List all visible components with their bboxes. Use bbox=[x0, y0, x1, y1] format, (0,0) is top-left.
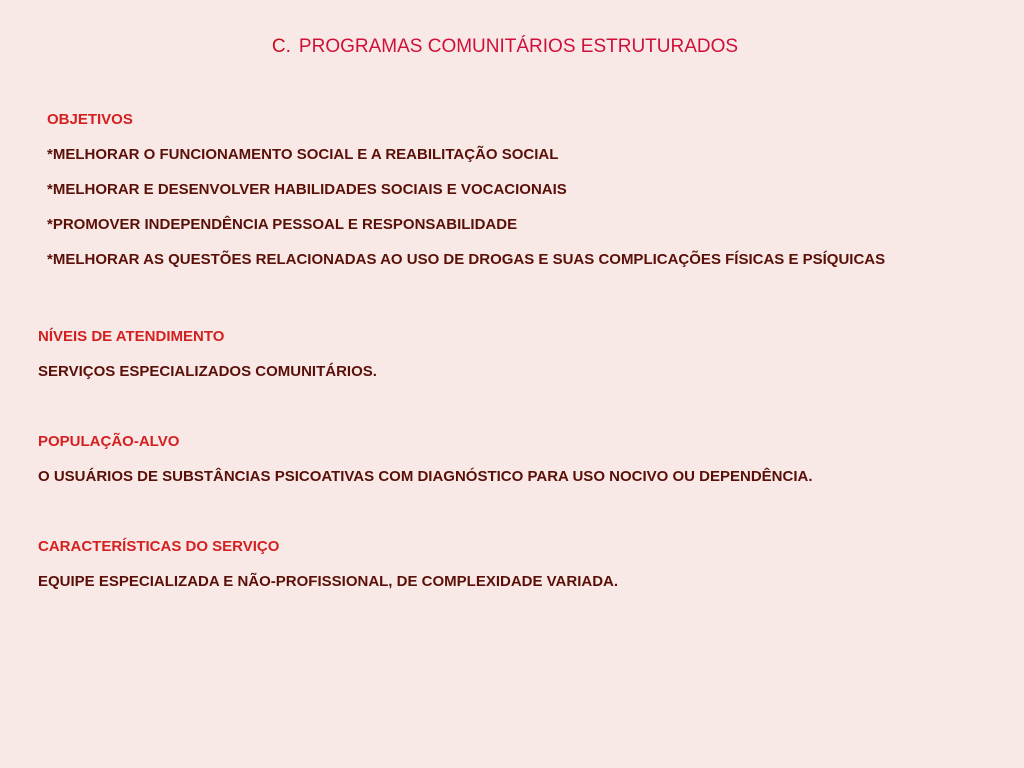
characteristics-heading: CARACTERÍSTICAS DO SERVIÇO bbox=[38, 538, 280, 555]
population-heading: POPULAÇÃO-ALVO bbox=[38, 433, 180, 450]
objective-item: *MELHORAR E DESENVOLVER HABILIDADES SOCIAIS E VOCACIONAIS bbox=[47, 181, 567, 198]
title-letter: C. bbox=[271, 36, 291, 57]
objective-item: *MELHORAR AS QUESTÕES RELACIONADAS AO USO DE DROGAS E SUAS COMPLICAÇÕES FÍSICAS E PSÍQUICAS bbox=[47, 251, 886, 268]
population-section bbox=[38, 429, 978, 489]
objectives-heading: OBJETIVOS bbox=[47, 111, 133, 128]
objectives-section bbox=[47, 107, 917, 282]
characteristics-text: EQUIPE ESPECIALIZADA E NÃO-PROFISSIONAL, DE COMPLEXIDADE VARIADA. bbox=[38, 573, 619, 590]
objective-item: *PROMOVER INDEPENDÊNCIA PESSOAL E RESPONSABILIDADE bbox=[47, 216, 518, 233]
characteristics-section bbox=[38, 534, 978, 594]
levels-heading: NÍVEIS DE ATENDIMENTO bbox=[38, 328, 225, 345]
title-text: PROGRAMAS COMUNITÁRIOS ESTRUTURADOS bbox=[298, 36, 739, 57]
objective-item: *MELHORAR O FUNCIONAMENTO SOCIAL E A REABILITAÇÃO SOCIAL bbox=[47, 146, 559, 163]
population-text: O USUÁRIOS DE SUBSTÂNCIAS PSICOATIVAS COM DIAGNÓSTICO PARA USO NOCIVO OU DEPENDÊNCIA. bbox=[38, 468, 813, 485]
slide-title bbox=[0, 36, 1010, 58]
levels-section bbox=[38, 324, 978, 384]
levels-text: SERVIÇOS ESPECIALIZADOS COMUNITÁRIOS. bbox=[38, 363, 377, 380]
